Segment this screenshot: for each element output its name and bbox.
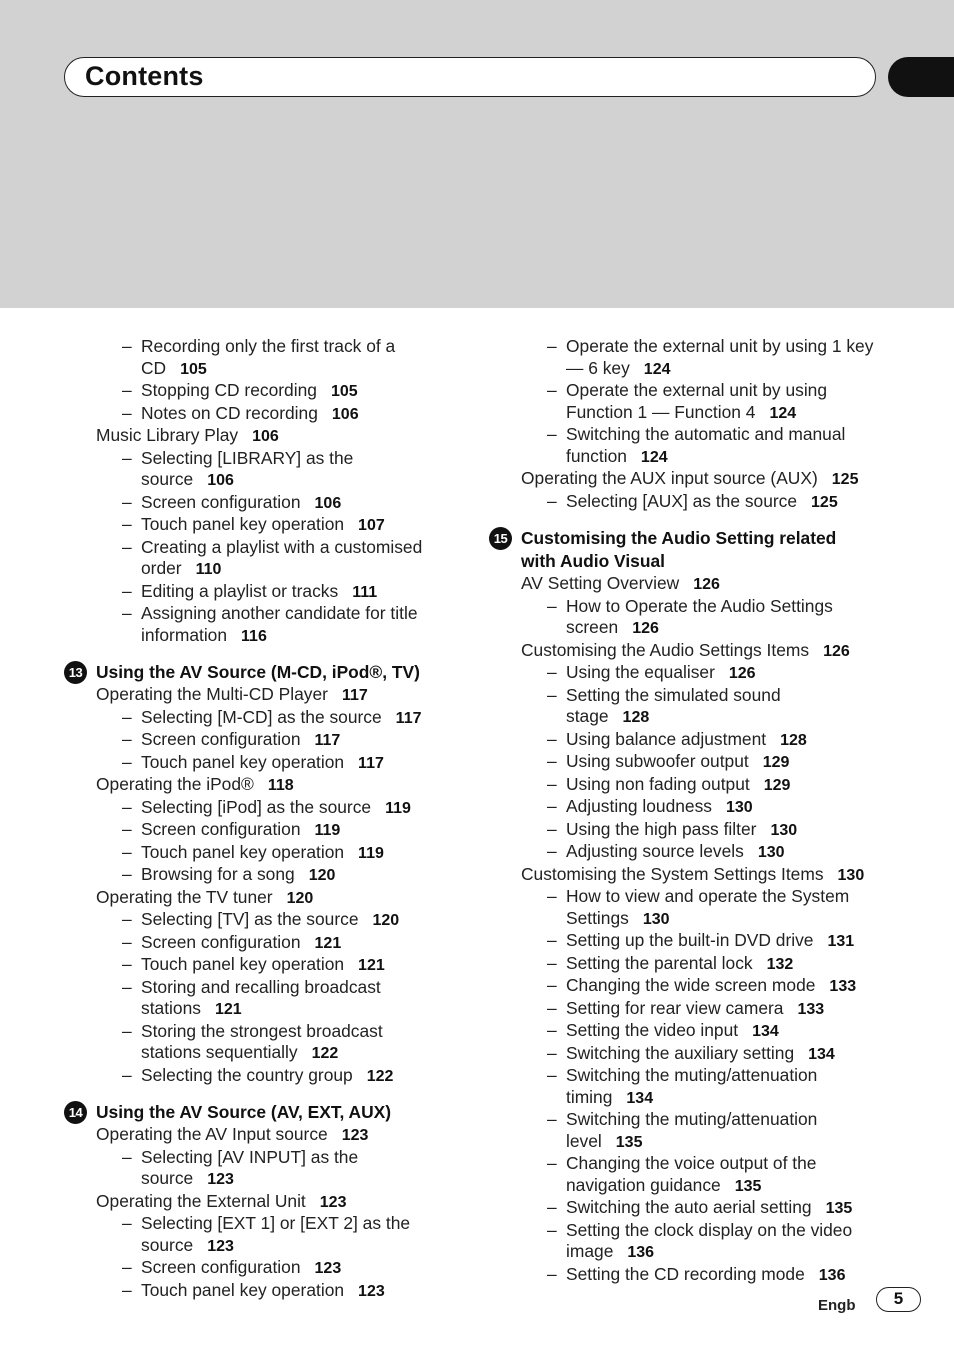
- toc-subentry[interactable]: [489, 841, 929, 864]
- entry-text: information: [141, 624, 228, 645]
- page-ref: 117: [314, 732, 341, 749]
- entry-text: Operating the External Unit: [96, 1190, 306, 1211]
- dash-bullet: –: [122, 706, 132, 727]
- dash-bullet: –: [547, 1020, 557, 1040]
- page-ref: 106: [331, 405, 359, 423]
- toc-subentry[interactable]: [64, 864, 494, 887]
- entry-text: Operate the external unit by using 1 key: [566, 336, 874, 356]
- toc-subentry[interactable]: [64, 1147, 494, 1169]
- entry-text: Using the equaliser: [566, 662, 715, 682]
- toc-subentry[interactable]: [489, 358, 929, 381]
- page-ref: 135: [734, 1177, 762, 1195]
- entry-text: Adjusting loudness: [566, 796, 712, 816]
- page-ref: 130: [757, 844, 785, 861]
- entry-text: stations: [141, 998, 201, 1018]
- heading-text: Using the AV Source (M-CD, iPod®, TV): [96, 662, 420, 682]
- entry-text: Setting the CD recording mode: [566, 1263, 805, 1284]
- toc-subentry[interactable]: [489, 1043, 929, 1066]
- toc-subentry[interactable]: [489, 774, 929, 797]
- page-ref: 117: [358, 754, 384, 772]
- page-ref: 120: [372, 912, 400, 929]
- page-ref: 119: [358, 844, 384, 862]
- toc-subentry[interactable]: [64, 998, 494, 1021]
- page-ref: 121: [314, 934, 342, 952]
- page-ref: 134: [752, 1023, 779, 1040]
- page-ref: 121: [214, 1001, 242, 1018]
- section-number-badge: 14: [64, 1101, 87, 1124]
- entry-text: Selecting [AUX] as the source: [566, 490, 798, 511]
- entry-text: Function 1 — Function 4: [566, 401, 756, 422]
- dash-bullet: –: [547, 1109, 557, 1129]
- toc-subentry[interactable]: [64, 707, 494, 730]
- entry-text: Operating the Multi-CD Player: [96, 684, 328, 704]
- dash-bullet: –: [122, 819, 132, 839]
- page-ref: 126: [693, 576, 720, 593]
- entry-text: Stopping CD recording: [141, 380, 317, 400]
- toc-subentry[interactable]: [64, 909, 494, 932]
- page-ref: 135: [615, 1133, 643, 1151]
- page-ref: 136: [627, 1244, 655, 1261]
- entry-text: Operating the iPod®: [96, 774, 254, 794]
- dash-bullet: –: [122, 1020, 132, 1041]
- page-ref: 123: [207, 1237, 234, 1255]
- entry-text: Switching the auto aerial setting: [566, 1197, 812, 1217]
- dash-bullet: –: [122, 336, 132, 356]
- entry-text: Operate the external unit by using: [566, 380, 828, 400]
- entry-text: How to Operate the Audio Settings: [566, 595, 833, 616]
- page-ref: 105: [330, 383, 358, 400]
- page-ref: 130: [642, 910, 670, 928]
- entry-text: Editing a playlist or tracks: [141, 580, 339, 601]
- entry-text: source: [141, 1168, 194, 1188]
- page-ref: 134: [626, 1089, 654, 1107]
- entry-text: Customising the Audio Settings Items: [521, 639, 810, 660]
- entry-text: Customising the System Settings Items: [521, 863, 824, 884]
- entry-text: level: [566, 1130, 602, 1151]
- page-ref: 119: [385, 799, 411, 817]
- toc-subentry[interactable]: [64, 603, 494, 625]
- dash-bullet: –: [547, 336, 557, 356]
- toc-subentry[interactable]: [64, 1280, 494, 1303]
- toc-subentry[interactable]: [489, 1220, 929, 1242]
- entry-text: timing: [566, 1086, 613, 1107]
- page-ref: 132: [766, 955, 794, 973]
- toc-subentry[interactable]: [489, 819, 929, 842]
- entry-text: Selecting [AV INPUT] as the: [141, 1146, 359, 1167]
- page-ref: 122: [366, 1067, 394, 1085]
- entry-text: Touch panel key operation: [141, 751, 345, 772]
- dash-bullet: –: [547, 796, 557, 816]
- dash-bullet: –: [547, 886, 557, 906]
- toc-subentry[interactable]: [64, 492, 494, 515]
- entry-text: Using the high pass filter: [566, 818, 757, 839]
- toc-entry[interactable]: [489, 864, 929, 887]
- dash-bullet: –: [122, 1213, 132, 1233]
- entry-text: Switching the automatic and manual: [566, 424, 846, 444]
- toc-subentry[interactable]: [64, 1257, 494, 1280]
- page-ref: 133: [829, 978, 857, 995]
- toc-subentry[interactable]: [489, 706, 929, 729]
- toc-subentry[interactable]: [64, 514, 494, 537]
- toc-subentry[interactable]: [489, 1131, 929, 1154]
- entry-text: Screen configuration: [141, 491, 301, 512]
- dash-bullet: –: [547, 773, 557, 794]
- toc-entry[interactable]: [64, 684, 494, 707]
- toc-subentry[interactable]: [489, 1087, 929, 1110]
- entry-text: Switching the auxiliary setting: [566, 1042, 795, 1063]
- toc-subentry[interactable]: [489, 729, 929, 752]
- entry-text: stage: [566, 706, 609, 726]
- entry-text: Using subwoofer output: [566, 751, 749, 771]
- toc-subentry[interactable]: [489, 998, 929, 1021]
- toc-subentry[interactable]: [489, 617, 929, 640]
- toc-subentry[interactable]: [489, 446, 929, 469]
- toc-subentry[interactable]: [489, 975, 929, 998]
- dash-bullet: –: [122, 841, 132, 862]
- toc-section-heading[interactable]: [64, 1101, 494, 1124]
- entry-text: Changing the wide screen mode: [566, 975, 816, 995]
- toc-subentry[interactable]: [64, 448, 494, 470]
- toc-subentry[interactable]: [489, 908, 929, 931]
- page-ref: 124: [769, 404, 797, 422]
- page-ref: 134: [808, 1045, 835, 1063]
- toc-subentry[interactable]: [64, 797, 494, 820]
- page-ref: 136: [818, 1266, 846, 1284]
- dash-bullet: –: [547, 818, 557, 839]
- dash-bullet: –: [122, 380, 132, 400]
- dash-bullet: –: [122, 931, 132, 952]
- entry-text: Selecting [EXT 1] or [EXT 2] as the: [141, 1213, 411, 1233]
- toc-subentry[interactable]: [64, 842, 494, 865]
- dash-bullet: –: [122, 1064, 132, 1085]
- dash-bullet: –: [547, 424, 557, 444]
- entry-text: Adjusting source levels: [566, 841, 744, 861]
- entry-text: function: [566, 445, 627, 466]
- entry-text: Recording only the first track of a: [141, 336, 396, 356]
- toc-entry[interactable]: [64, 774, 494, 797]
- entry-text: Screen configuration: [141, 931, 301, 952]
- dash-bullet: –: [122, 1146, 132, 1167]
- dash-bullet: –: [122, 796, 132, 817]
- entry-text: Switching the muting/attenuation: [566, 1109, 818, 1129]
- toc-entry[interactable]: [64, 1124, 494, 1147]
- entry-text: order: [141, 558, 182, 578]
- page-ref: 130: [770, 821, 798, 839]
- entry-text: AV Setting Overview: [521, 573, 680, 593]
- page-ref: 110: [195, 561, 222, 578]
- page-ref: 135: [825, 1200, 853, 1217]
- page-ref: 123: [341, 1127, 369, 1144]
- entry-text: Touch panel key operation: [141, 514, 345, 534]
- dash-bullet: –: [547, 684, 557, 705]
- toc-subentry[interactable]: [64, 729, 494, 752]
- page-ref: 120: [308, 867, 336, 884]
- entry-text: Setting for rear view camera: [566, 997, 784, 1018]
- toc-subentry[interactable]: [64, 625, 494, 648]
- section-tab: [888, 57, 954, 97]
- toc-left-column: [64, 336, 494, 1302]
- toc-subentry[interactable]: [489, 796, 929, 819]
- page-ref: 128: [780, 731, 807, 749]
- entry-text: source: [141, 1234, 194, 1255]
- page-ref: 126: [823, 642, 850, 660]
- entry-text: Setting the parental lock: [566, 952, 753, 973]
- dash-bullet: –: [122, 751, 132, 772]
- dash-bullet: –: [547, 662, 557, 682]
- entry-text: Screen configuration: [141, 819, 301, 839]
- toc-entry[interactable]: [64, 1191, 494, 1214]
- entry-text: Music Library Play: [96, 425, 239, 445]
- dash-bullet: –: [122, 514, 132, 534]
- toc-section-heading[interactable]: [489, 550, 929, 573]
- page-ref: 129: [762, 754, 790, 771]
- dash-bullet: –: [547, 930, 557, 950]
- page-ref: 106: [207, 472, 234, 489]
- toc-subentry[interactable]: [64, 581, 494, 604]
- page-ref: 126: [632, 620, 659, 637]
- dash-bullet: –: [547, 1042, 557, 1063]
- entry-text: stations sequentially: [141, 1042, 298, 1062]
- toc-subentry[interactable]: [489, 491, 929, 514]
- page-ref: 123: [319, 1193, 347, 1211]
- entry-text: Operating the AV Input source: [96, 1124, 328, 1144]
- toc-subentry[interactable]: [64, 403, 494, 426]
- entry-text: Setting the video input: [566, 1020, 739, 1040]
- page-ref: 107: [358, 517, 385, 534]
- toc-subentry[interactable]: [489, 1109, 929, 1131]
- toc-subentry[interactable]: [489, 402, 929, 425]
- toc-subentry[interactable]: [64, 752, 494, 775]
- entry-text: Screen configuration: [141, 1257, 301, 1277]
- toc-section-heading[interactable]: [64, 661, 494, 684]
- entry-text: Selecting [LIBRARY] as the: [141, 447, 354, 468]
- toc-subentry[interactable]: [489, 1197, 929, 1220]
- page-ref: 126: [728, 665, 756, 682]
- page-ref: 122: [311, 1045, 339, 1062]
- toc-subentry[interactable]: [489, 886, 929, 908]
- toc-right-column: [489, 336, 929, 1286]
- dash-bullet: –: [547, 595, 557, 616]
- entry-text: Assigning another candidate for title: [141, 603, 418, 623]
- page-ref: 133: [797, 1000, 825, 1018]
- toc-subentry[interactable]: [489, 662, 929, 685]
- dash-bullet: –: [122, 976, 132, 997]
- toc-subentry[interactable]: [64, 1235, 494, 1258]
- dash-bullet: –: [122, 729, 132, 749]
- toc-subentry[interactable]: [64, 1065, 494, 1088]
- toc-subentry[interactable]: [64, 358, 494, 381]
- section-number-badge: 13: [64, 661, 87, 684]
- section-number-badge: 15: [489, 527, 512, 550]
- page-ref: 119: [314, 822, 341, 839]
- toc-entry[interactable]: [64, 425, 494, 448]
- toc-subentry[interactable]: [64, 932, 494, 955]
- page-ref: 120: [286, 889, 314, 907]
- entry-text: Settings: [566, 907, 629, 928]
- entry-text: How to view and operate the System: [566, 886, 850, 906]
- toc-subentry[interactable]: [64, 1021, 494, 1043]
- dash-bullet: –: [547, 728, 557, 749]
- toc-subentry[interactable]: [64, 1042, 494, 1065]
- title-box: [64, 57, 876, 97]
- page-number: 5: [876, 1287, 921, 1312]
- dash-bullet: –: [547, 1219, 557, 1240]
- page-ref: 123: [358, 1282, 385, 1300]
- dash-bullet: –: [547, 975, 557, 995]
- page-ref: 106: [252, 428, 279, 445]
- dash-bullet: –: [122, 447, 132, 468]
- page-ref: 117: [341, 687, 368, 704]
- entry-text: Switching the muting/attenuation: [566, 1065, 818, 1085]
- entry-text: Selecting [iPod] as the source: [141, 796, 372, 817]
- page-ref: 125: [831, 471, 859, 488]
- toc-subentry[interactable]: [64, 537, 494, 559]
- toc-subentry[interactable]: [489, 336, 929, 358]
- toc-subentry[interactable]: [489, 685, 929, 707]
- dash-bullet: –: [122, 603, 132, 623]
- toc-subentry[interactable]: [489, 751, 929, 774]
- entry-text: Screen configuration: [141, 729, 301, 749]
- toc-subentry[interactable]: [64, 336, 494, 358]
- toc-subentry[interactable]: [489, 424, 929, 446]
- page-ref: 117: [395, 709, 422, 727]
- toc-subentry[interactable]: [489, 930, 929, 953]
- toc-section-heading[interactable]: [489, 527, 929, 550]
- entry-text: Creating a playlist with a customised: [141, 536, 423, 557]
- toc-entry[interactable]: [489, 573, 929, 596]
- toc-subentry[interactable]: [64, 469, 494, 492]
- heading-text: Customising the Audio Setting related: [521, 528, 837, 548]
- page-ref: 105: [180, 360, 207, 378]
- dash-bullet: –: [122, 864, 132, 884]
- page-ref: 128: [622, 709, 650, 726]
- page-ref: 131: [827, 933, 855, 950]
- toc-subentry[interactable]: [489, 596, 929, 618]
- entry-text: Using non fading output: [566, 773, 750, 794]
- entry-text: screen: [566, 617, 619, 637]
- page-ref: 123: [207, 1171, 234, 1188]
- entry-text: source: [141, 469, 194, 489]
- entry-text: Notes on CD recording: [141, 402, 318, 423]
- page-ref: 130: [837, 866, 865, 884]
- entry-text: Selecting [TV] as the source: [141, 909, 359, 929]
- toc-subentry[interactable]: [64, 977, 494, 999]
- dash-bullet: –: [122, 580, 132, 601]
- page-ref: 125: [811, 493, 838, 511]
- dash-bullet: –: [122, 536, 132, 557]
- entry-text: Touch panel key operation: [141, 954, 345, 974]
- toc-subentry[interactable]: [489, 380, 929, 402]
- entry-text: image: [566, 1241, 614, 1261]
- entry-text: Changing the voice output of the: [566, 1153, 817, 1173]
- entry-text: CD: [141, 357, 167, 378]
- page-ref: 111: [352, 583, 378, 601]
- dash-bullet: –: [547, 1263, 557, 1284]
- toc-subentry[interactable]: [64, 819, 494, 842]
- toc-subentry[interactable]: [64, 1213, 494, 1235]
- dash-bullet: –: [547, 997, 557, 1018]
- dash-bullet: –: [122, 402, 132, 423]
- page-ref: 124: [643, 360, 671, 378]
- toc-subentry[interactable]: [489, 953, 929, 976]
- page-ref: 106: [314, 494, 342, 512]
- dash-bullet: –: [547, 1197, 557, 1217]
- page-ref: 130: [726, 799, 753, 816]
- dash-bullet: –: [122, 1279, 132, 1300]
- page-title: Contents: [85, 61, 204, 91]
- entry-text: Touch panel key operation: [141, 1279, 345, 1300]
- entry-text: Operating the AUX input source (AUX): [521, 468, 818, 488]
- heading-text: with Audio Visual: [521, 551, 665, 571]
- toc-subentry[interactable]: [489, 1264, 929, 1287]
- toc-subentry[interactable]: [64, 954, 494, 977]
- entry-text: — 6 key: [566, 357, 630, 378]
- entry-text: navigation guidance: [566, 1174, 721, 1195]
- toc-subentry[interactable]: [489, 1153, 929, 1175]
- entry-text: Storing the strongest broadcast: [141, 1020, 383, 1041]
- toc-subentry[interactable]: [489, 1175, 929, 1198]
- entry-text: Setting the simulated sound: [566, 684, 781, 705]
- toc-subentry[interactable]: [64, 380, 494, 403]
- page-ref: 123: [314, 1260, 342, 1277]
- dash-bullet: –: [547, 841, 557, 861]
- toc-subentry[interactable]: [64, 558, 494, 581]
- entry-text: Using balance adjustment: [566, 728, 767, 749]
- entry-text: Selecting [M-CD] as the source: [141, 706, 382, 727]
- heading-text: Using the AV Source (AV, EXT, AUX): [96, 1102, 392, 1122]
- language-label: Engb: [818, 1297, 856, 1314]
- dash-bullet: –: [547, 1153, 557, 1173]
- entry-text: Setting up the built-in DVD drive: [566, 930, 814, 950]
- dash-bullet: –: [122, 954, 132, 974]
- toc-entry[interactable]: [64, 887, 494, 910]
- entry-text: Storing and recalling broadcast: [141, 976, 381, 997]
- page-ref: 124: [640, 448, 668, 466]
- entry-text: Operating the TV tuner: [96, 886, 273, 907]
- entry-text: Browsing for a song: [141, 864, 295, 884]
- dash-bullet: –: [547, 1065, 557, 1085]
- dash-bullet: –: [122, 491, 132, 512]
- toc-entry[interactable]: [489, 468, 929, 491]
- page-ref: 121: [358, 957, 385, 974]
- header-banner: [0, 0, 954, 308]
- entry-text: Selecting the country group: [141, 1064, 353, 1085]
- page-ref: 129: [763, 776, 791, 794]
- toc-subentry[interactable]: [489, 1020, 929, 1043]
- dash-bullet: –: [122, 909, 132, 929]
- dash-bullet: –: [547, 751, 557, 771]
- dash-bullet: –: [547, 490, 557, 511]
- toc-subentry[interactable]: [64, 1168, 494, 1191]
- entry-text: Touch panel key operation: [141, 841, 345, 862]
- toc-subentry[interactable]: [489, 1065, 929, 1087]
- dash-bullet: –: [547, 380, 557, 400]
- toc-entry[interactable]: [489, 640, 929, 663]
- entry-text: Setting the clock display on the video: [566, 1219, 853, 1240]
- dash-bullet: –: [122, 1257, 132, 1277]
- page-ref: 116: [241, 627, 267, 645]
- page-ref: 118: [267, 777, 294, 794]
- dash-bullet: –: [547, 952, 557, 973]
- toc-subentry[interactable]: [489, 1241, 929, 1264]
